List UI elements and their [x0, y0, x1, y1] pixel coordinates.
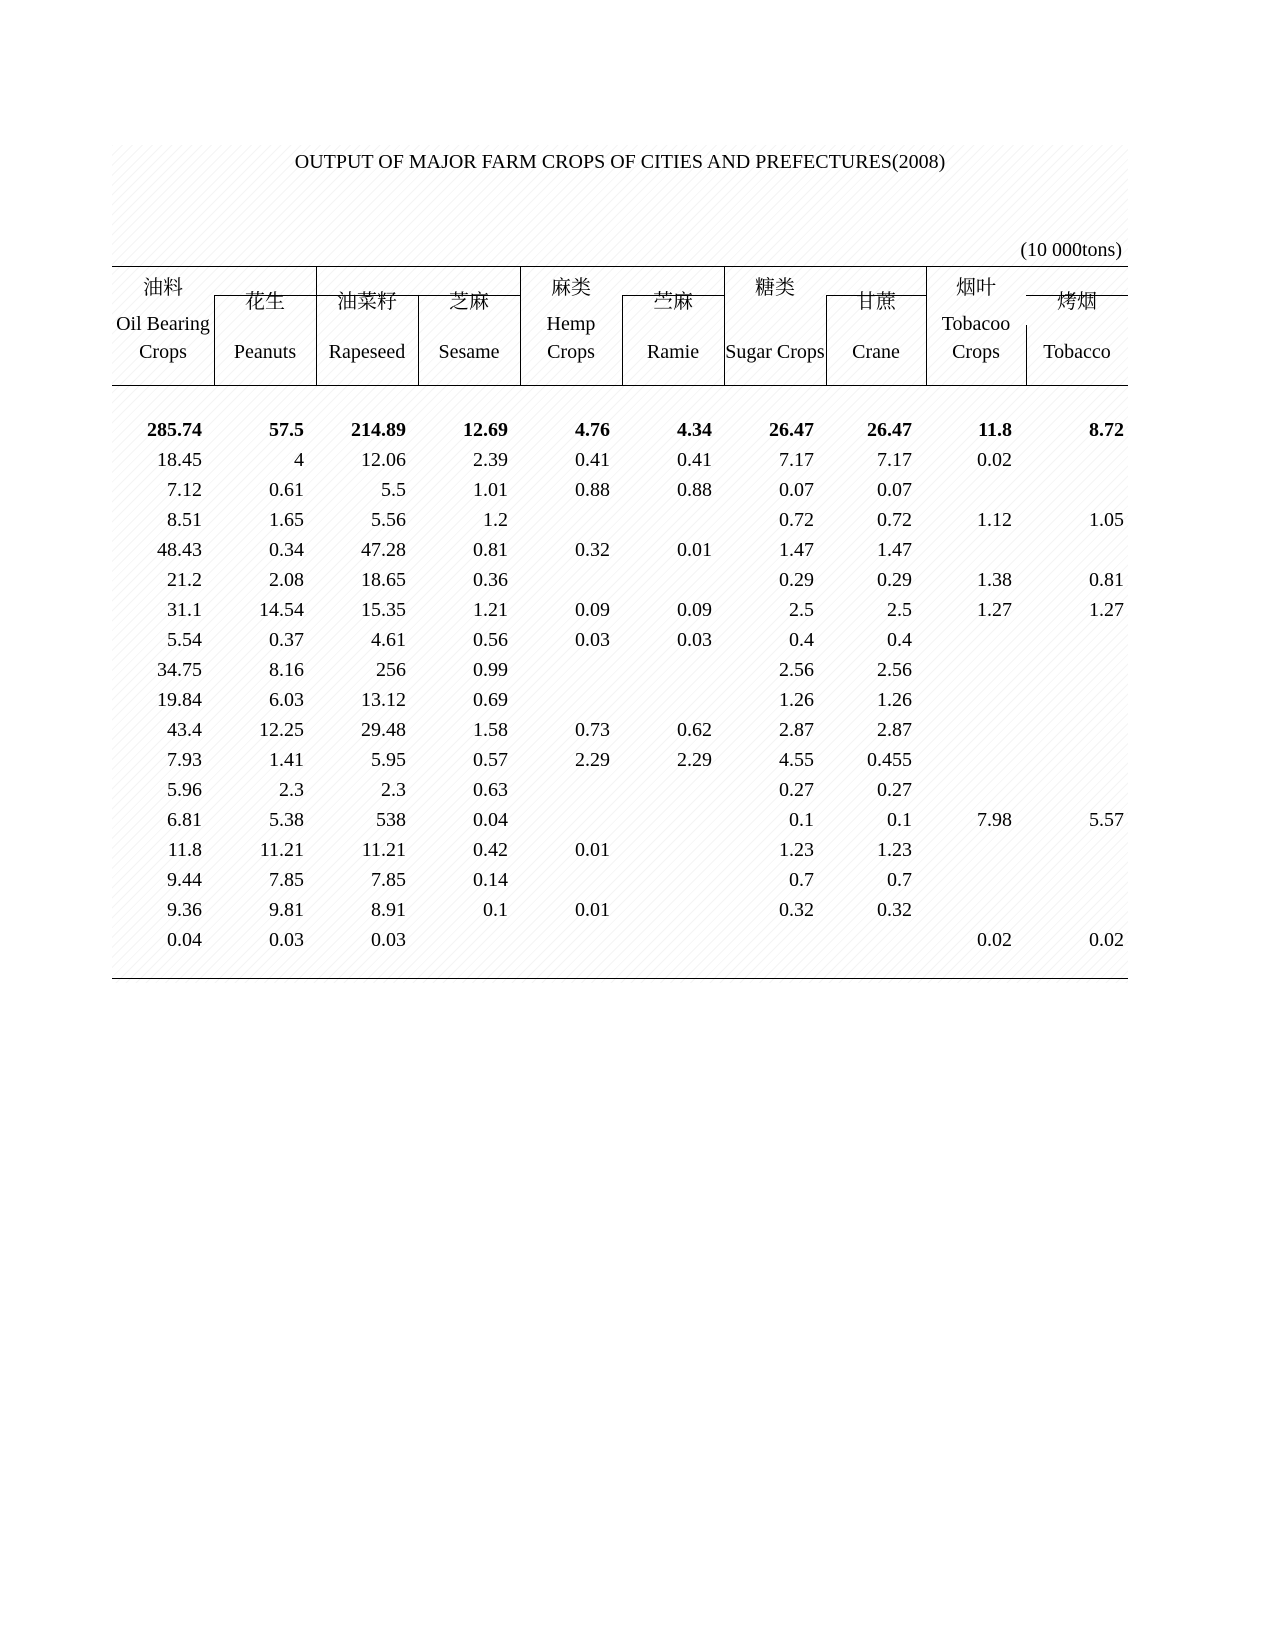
table-row	[112, 805, 1128, 835]
table-cell: 8.16	[269, 659, 304, 681]
header-cn-rapeseed: 油菜籽	[337, 291, 397, 313]
table-cell: 7.93	[167, 749, 202, 771]
table-cell: 12.69	[463, 419, 508, 441]
table-cell: 9.81	[269, 899, 304, 921]
table-cell: 11.8	[978, 419, 1012, 441]
table-cell: 18.45	[157, 449, 202, 471]
table-cell: 2.39	[473, 449, 508, 471]
header-cn-peanuts: 花生	[245, 291, 285, 313]
table-cell: 0.1	[483, 899, 508, 921]
table-row-total	[112, 415, 1128, 445]
table-cell: 5.95	[371, 749, 406, 771]
table-cell: 0.27	[877, 779, 912, 801]
table-row	[112, 895, 1128, 925]
table-cell: 0.29	[877, 569, 912, 591]
table-cell: 29.48	[361, 719, 406, 741]
table-row	[112, 505, 1128, 535]
table-row	[112, 475, 1128, 505]
table-cell: 0.4	[887, 629, 912, 651]
table-cell: 34.75	[157, 659, 202, 681]
table-cell: 12.06	[361, 449, 406, 471]
table-cell: 8.51	[167, 509, 202, 531]
table-cell: 285.74	[147, 419, 202, 441]
table-cell: 0.03	[371, 929, 406, 951]
table-cell: 0.69	[473, 689, 508, 711]
table-cell: 4	[294, 449, 304, 471]
table-cell: 4.55	[779, 749, 814, 771]
table-cell: 2.56	[877, 659, 912, 681]
table-row	[112, 655, 1128, 685]
table-cell: 2.3	[279, 779, 304, 801]
header-bottom-rule	[112, 385, 1128, 386]
table-cell: 43.4	[167, 719, 202, 741]
header-cn-oil-bearing: 油料	[143, 277, 183, 299]
table-cell: 0.07	[877, 479, 912, 501]
table-cell: 0.41	[575, 449, 610, 471]
table-row	[112, 835, 1128, 865]
table-row	[112, 865, 1128, 895]
header-en-peanuts: Peanuts	[233, 341, 297, 363]
header-en-tobacco-crops-2: Crops	[952, 341, 1000, 363]
table-cell: 0.03	[575, 629, 610, 651]
table-cell: 0.03	[677, 629, 712, 651]
table-row	[112, 595, 1128, 625]
table-cell: 1.26	[779, 689, 814, 711]
table-cell: 13.12	[361, 689, 406, 711]
table-cell: 4.76	[575, 419, 610, 441]
table-cell: 1.65	[269, 509, 304, 531]
header-en-hemp-2: Crops	[547, 341, 595, 363]
table-cell: 0.02	[1089, 929, 1124, 951]
table-cell: 0.62	[677, 719, 712, 741]
table-cell: 1.47	[877, 539, 912, 561]
header-en-oil-bearing-1: Oil Bearing	[116, 313, 210, 335]
table-cell: 0.99	[473, 659, 508, 681]
table-cell: 2.56	[779, 659, 814, 681]
table-cell: 1.01	[473, 479, 508, 501]
table-cell: 0.57	[473, 749, 508, 771]
table-cell: 256	[376, 659, 406, 681]
table-cell: 7.85	[371, 869, 406, 891]
table-cell: 0.63	[473, 779, 508, 801]
table-cell: 7.17	[877, 449, 912, 471]
table-cell: 0.02	[977, 929, 1012, 951]
header-cn-tobacco: 烤烟	[1057, 291, 1097, 313]
table-cell: 0.02	[977, 449, 1012, 471]
table-cell: 4.61	[371, 629, 406, 651]
table-cell: 0.37	[269, 629, 304, 651]
table-row	[112, 715, 1128, 745]
header-cn-sugar: 糖类	[755, 277, 795, 299]
table-row	[112, 745, 1128, 775]
table-cell: 6.03	[269, 689, 304, 711]
header-en-ramie: Ramie	[646, 341, 700, 363]
table-row	[112, 445, 1128, 475]
table-cell: 5.38	[269, 809, 304, 831]
table-cell: 26.47	[867, 419, 912, 441]
table-cell: 8.72	[1089, 419, 1124, 441]
table-cell: 0.1	[887, 809, 912, 831]
table-cell: 0.09	[677, 599, 712, 621]
table-cell: 0.01	[677, 539, 712, 561]
table-cell: 0.04	[473, 809, 508, 831]
table-cell: 0.34	[269, 539, 304, 561]
table-cell: 1.05	[1089, 509, 1124, 531]
table-cell: 0.14	[473, 869, 508, 891]
table-row	[112, 685, 1128, 715]
table-cell: 2.5	[887, 599, 912, 621]
table-cell: 214.89	[351, 419, 406, 441]
table-cell: 7.17	[779, 449, 814, 471]
header-cn-ramie: 苎麻	[653, 291, 693, 313]
unit-label: (10 000tons)	[1020, 239, 1122, 261]
table-cell: 6.81	[167, 809, 202, 831]
table-row	[112, 625, 1128, 655]
table-cell: 19.84	[157, 689, 202, 711]
table-cell: 2.87	[877, 719, 912, 741]
table-cell: 1.23	[779, 839, 814, 861]
table-cell: 0.36	[473, 569, 508, 591]
header-cn-tobacco-crops: 烟叶	[956, 277, 996, 299]
table-row	[112, 535, 1128, 565]
table-cell: 0.32	[779, 899, 814, 921]
table-cell: 2.29	[677, 749, 712, 771]
header-en-sesame: Sesame	[438, 341, 500, 363]
table-cell: 0.81	[473, 539, 508, 561]
table-cell: 0.4	[789, 629, 814, 651]
table-cell: 0.73	[575, 719, 610, 741]
table-row	[112, 925, 1128, 955]
header-top-rule	[112, 266, 1128, 267]
table-cell: 0.455	[867, 749, 912, 771]
table-row	[112, 565, 1128, 595]
table-cell: 0.61	[269, 479, 304, 501]
table-cell: 5.54	[167, 629, 202, 651]
table-cell: 15.35	[361, 599, 406, 621]
table-cell: 9.44	[167, 869, 202, 891]
table-cell: 0.01	[575, 899, 610, 921]
table-cell: 47.28	[361, 539, 406, 561]
table-cell: 1.58	[473, 719, 508, 741]
table-cell: 11.21	[361, 839, 406, 861]
table-cell: 0.1	[789, 809, 814, 831]
table-cell: 0.32	[877, 899, 912, 921]
table-cell: 0.42	[473, 839, 508, 861]
table-cell: 2.5	[789, 599, 814, 621]
header-en-tobacco: Tobacco	[1043, 341, 1111, 363]
table-cell: 21.2	[167, 569, 202, 591]
table-cell: 1.21	[473, 599, 508, 621]
table-row	[112, 775, 1128, 805]
header-en-crane: Crane	[852, 341, 900, 363]
table-cell: 57.5	[269, 419, 304, 441]
table-cell: 11.8	[167, 839, 202, 861]
table-cell: 9.36	[167, 899, 202, 921]
table-cell: 0.27	[779, 779, 814, 801]
table-cell: 5.56	[371, 509, 406, 531]
header-en-hemp-1: Hemp	[546, 313, 596, 335]
table-cell: 0.01	[575, 839, 610, 861]
table-cell: 0.72	[779, 509, 814, 531]
table-cell: 2.08	[269, 569, 304, 591]
header-en-tobacco-crops-1: Tobacoo	[941, 313, 1011, 335]
table-cell: 7.98	[977, 809, 1012, 831]
table-cell: 0.56	[473, 629, 508, 651]
table-cell: 1.27	[1089, 599, 1124, 621]
table-cell: 2.87	[779, 719, 814, 741]
table-cell: 2.3	[381, 779, 406, 801]
header-en-sugar: Sugar Crops	[725, 341, 825, 363]
table-cell: 0.41	[677, 449, 712, 471]
header-en-rapeseed: Rapeseed	[328, 341, 406, 363]
table-cell: 18.65	[361, 569, 406, 591]
footer-rule	[112, 978, 1128, 979]
table-cell: 0.32	[575, 539, 610, 561]
table-cell: 7.85	[269, 869, 304, 891]
table-cell: 0.7	[887, 869, 912, 891]
table-cell: 0.81	[1089, 569, 1124, 591]
table-cell: 12.25	[259, 719, 304, 741]
table-cell: 1.23	[877, 839, 912, 861]
table-cell: 8.91	[371, 899, 406, 921]
table-cell: 1.27	[977, 599, 1012, 621]
table-cell: 11.21	[259, 839, 304, 861]
table-cell: 0.7	[789, 869, 814, 891]
table-cell: 0.29	[779, 569, 814, 591]
table-cell: 1.26	[877, 689, 912, 711]
table-cell: 1.12	[977, 509, 1012, 531]
table-cell: 0.07	[779, 479, 814, 501]
table-cell: 5.96	[167, 779, 202, 801]
header-cn-crane: 甘蔗	[856, 291, 896, 313]
table-cell: 1.38	[977, 569, 1012, 591]
table-cell: 26.47	[769, 419, 814, 441]
table-cell: 0.04	[167, 929, 202, 951]
table-title: OUTPUT OF MAJOR FARM CROPS OF CITIES AND PREFECTURES(2008)	[294, 151, 946, 173]
table-cell: 0.88	[677, 479, 712, 501]
table-cell: 1.2	[483, 509, 508, 531]
table-cell: 0.72	[877, 509, 912, 531]
table-cell: 0.09	[575, 599, 610, 621]
header-en-oil-bearing-2: Crops	[139, 341, 187, 363]
table-cell: 48.43	[157, 539, 202, 561]
table-cell: 14.54	[259, 599, 304, 621]
table-cell: 4.34	[677, 419, 712, 441]
table-cell: 2.29	[575, 749, 610, 771]
spreadsheet-page	[112, 145, 1128, 983]
table-cell: 538	[376, 809, 406, 831]
table-cell: 1.41	[269, 749, 304, 771]
table-cell: 0.88	[575, 479, 610, 501]
table-cell: 5.57	[1089, 809, 1124, 831]
table-cell: 1.47	[779, 539, 814, 561]
col-rule	[316, 266, 317, 385]
table-cell: 31.1	[167, 599, 202, 621]
table-cell: 5.5	[381, 479, 406, 501]
table-cell: 0.03	[269, 929, 304, 951]
header-cn-hemp: 麻类	[551, 277, 591, 299]
table-cell: 7.12	[167, 479, 202, 501]
header-cn-sesame: 芝麻	[449, 291, 489, 313]
